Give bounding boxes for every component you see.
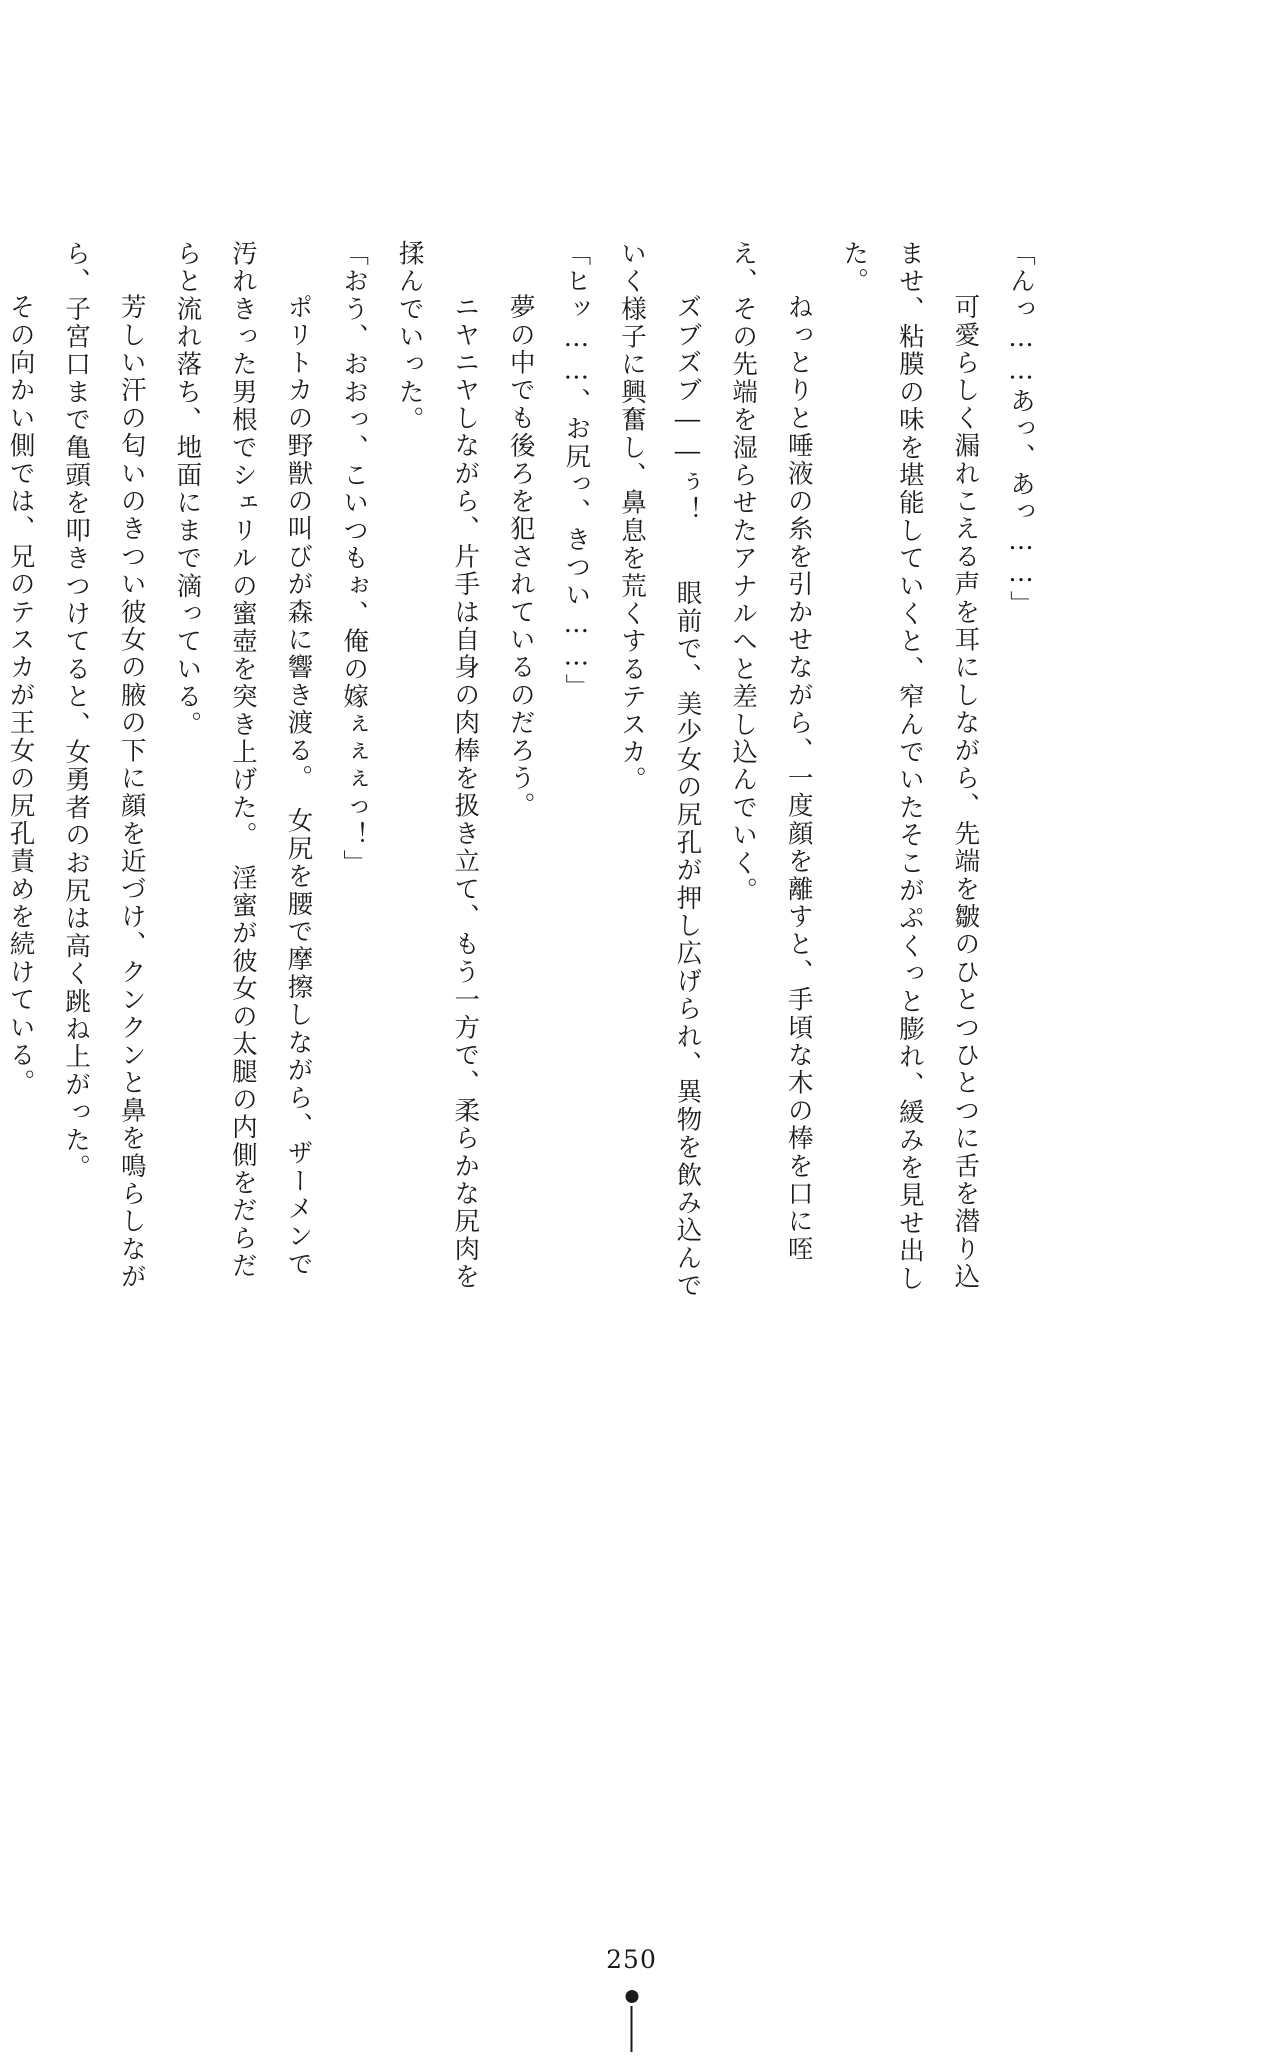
paragraph: ポリトカの野獣の叫びが森に響き渡る。 女尻を腰で摩擦しながら、ザーメンで汚れきった男根でシェリルの蜜壺を突き上げた。 淫蜜が彼女の太腿の内側をだらだらと流れ落ち、地面にまで滴っている。: [172, 240, 314, 1280]
paragraph: ニヤニヤしながら、片手は自身の肉棒を扱き立て、もう一方で、柔らかな尻肉を揉んでいった。: [394, 240, 481, 1291]
paragraph: 「ヒッ……、お尻っ、きつい……」: [561, 240, 592, 702]
paragraph: 芳しい汗の匂いのきつい彼女の腋の下に顔を近づけ、クンクンと鼻を鳴らしながら、子宮口まで亀頭を叩きつけてると、女勇者のお尻は高く跳ね上がった。: [61, 240, 147, 1291]
footer-line-icon: [630, 2006, 633, 2052]
paragraph: ズブズブ――ぅ！ 眼前で、美少女の尻孔が押し広げられ、異物を飲み込んでいく様子に興奮し、鼻息を荒くするテスカ。: [616, 240, 703, 1300]
paragraph: 「おう、おおっ、こいつもぉ、俺の嫁ぇぇぇっ！」: [339, 240, 370, 878]
paragraph: 可愛らしく漏れこえる声を耳にしながら、先端を皺のひとつひとつに舌を潜り込ませ、粘膜の味を堪能していくと、窄んでいたそこがぷくっと膨れ、緩みを見せ出した。: [839, 240, 981, 1293]
paragraph: その向かい側では、兄のテスカが王女の尻孔責めを続けている。: [5, 266, 36, 1097]
footer-ornament-icon: [625, 1990, 638, 2052]
page-number: 250: [606, 1945, 657, 1974]
footer-dot-icon: [625, 1990, 638, 2003]
paragraph: 夢の中でも後ろを犯されているのだろう。: [505, 266, 536, 820]
body-text: [5, 240, 1048, 1300]
paragraph: 「んっ……あっ、あっ……」: [1006, 240, 1036, 619]
paragraph: ねっとりと唾液の糸を引かせながら、一度顔を離すと、手頃な木の棒を口に咥え、その先端を湿らせたアナルへと差し込んでいく。: [728, 240, 814, 1264]
